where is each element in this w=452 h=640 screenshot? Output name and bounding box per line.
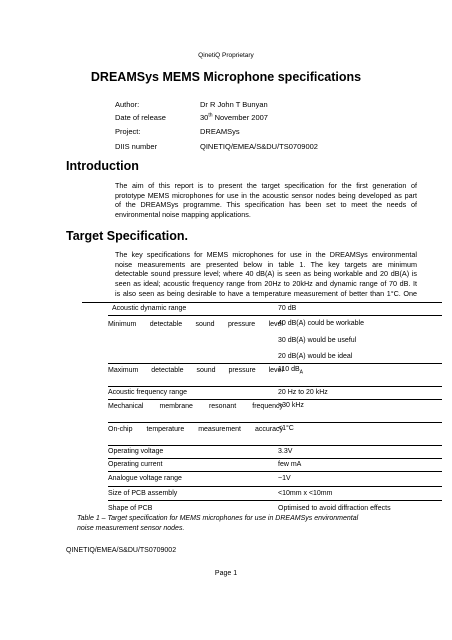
introduction-paragraph: The aim of this report is to present the target specification for the first generation of prototype MEMS microphones for use in the acoustic sensor nodes being developed as part of the DREAMSys programme. This specification has been set to meet the needs of environmental noise mapping applications. xyxy=(115,181,417,220)
meta-label: Project: xyxy=(115,127,141,136)
meta-label: DIIS number xyxy=(115,142,158,151)
footer-doc-id: QINETIQ/EMEA/S&DU/TS0709002 xyxy=(66,547,177,554)
table-caption: Table 1 – Target specification for MEMS microphones for use in DREAMSys environmental noise measurement sensor nodes. xyxy=(77,515,359,532)
meta-value: QINETIQ/EMEA/S&DU/TS0709002 xyxy=(200,142,318,151)
proprietary-header: QinetiQ Proprietary xyxy=(198,52,254,59)
meta-label: Author: xyxy=(115,100,140,109)
meta-label: Date of release xyxy=(115,113,166,122)
meta-value: DREAMSys xyxy=(200,127,240,136)
target-spec-heading: Target Specification. xyxy=(66,229,189,243)
page-title: DREAMSys MEMS Microphone specifications xyxy=(90,70,362,84)
introduction-heading: Introduction xyxy=(66,159,139,173)
meta-value: 30th November 2007 xyxy=(200,112,268,122)
meta-value: Dr R John T Bunyan xyxy=(200,100,268,109)
page-number: Page 1 xyxy=(214,570,238,577)
target-spec-paragraph: The key specifications for MEMS microphones for use in the DREAMSys environmental noise measurements are presented below in table 1. The key targets are minimum detectable sound pressure level; where 40 dB(A) is seen as being workable and 20 dB(A) is seen as ideal; acoustic frequency range from 20Hz to 20kHz and dynamic range of 70 dB. It is also seen as being desirable to have a temperature measurement of better than 1°C. One xyxy=(115,250,417,298)
spec-table: Acoustic dynamic range 70 dB Minimum detectable sound pressure level 40 dB(A) could be workable 30 dB(A) would be useful 20 dB(A) would be ideal Maximum detectable sound pressure level 110 $dB_A$ Acoustic frequency range 20 Hz to 20 kHz Mechanical membrane resonant frequency >30 kHz On-chip temperature measurement accuracy <1°C Operating voltage 3.3V Operating current few mA Analogue voltage range ~1V Size of PCB assembly <10mm x <10mm Shape of PCB Optimised to avoid diffraction effects xyxy=(0,0,452,640)
